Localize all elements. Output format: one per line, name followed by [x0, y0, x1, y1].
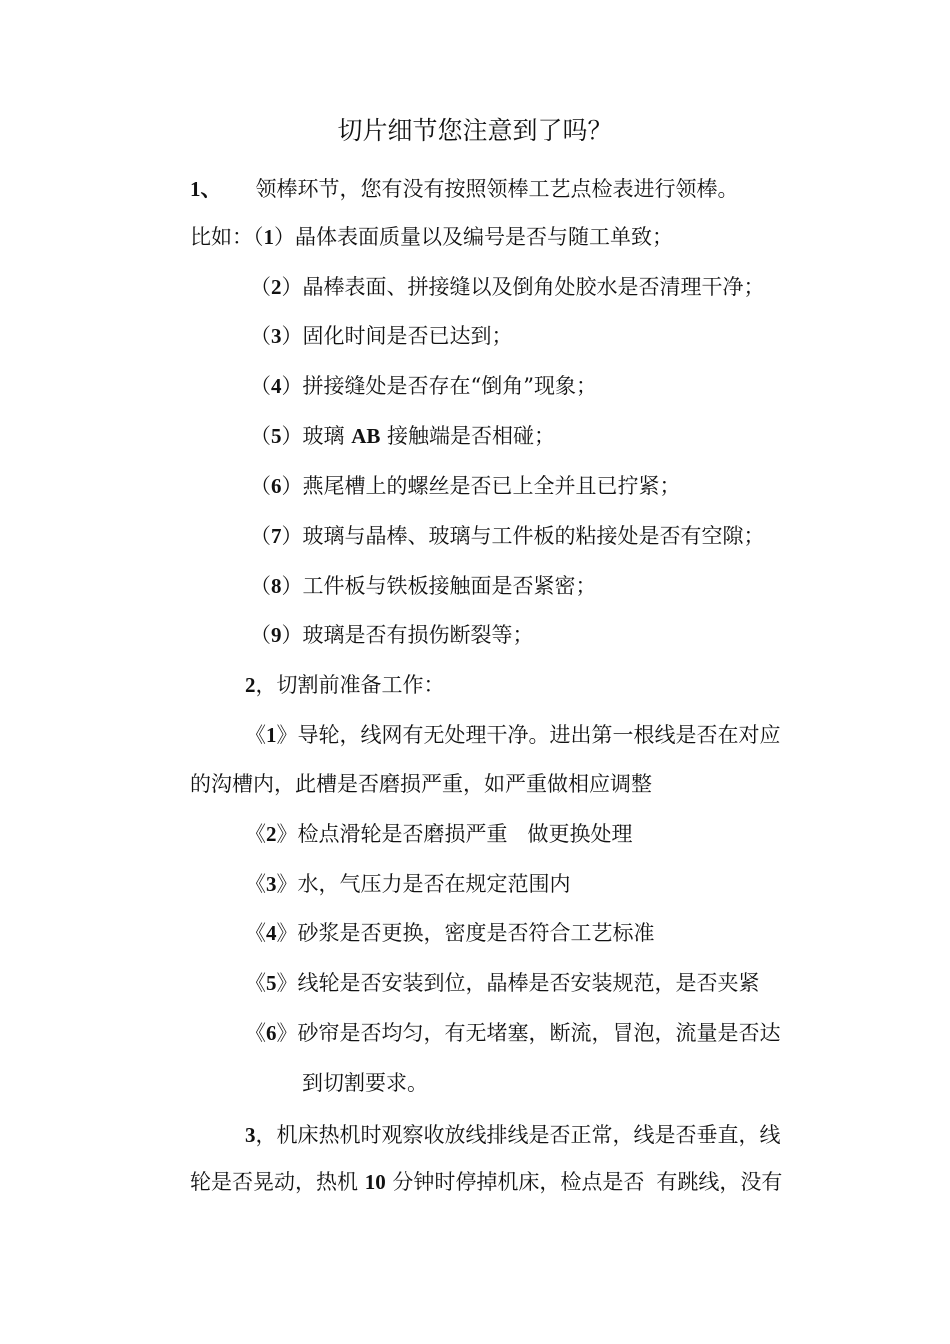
- section-2-number: 2: [245, 673, 256, 697]
- list-item: （8）工件板与铁板接触面是否紧密；: [250, 574, 597, 598]
- section-2-text: ，切割前准备工作：: [255, 673, 445, 697]
- list-item: （6）燕尾槽上的螺丝是否已上全并且已拧紧；: [250, 474, 681, 498]
- list-item: （5）玻璃 AB 接触端是否相碰；: [250, 424, 556, 448]
- section-3-line-2: 轮是否晃动，热机 10 分钟时停掉机床，检点是否 有跳线，没有: [190, 1170, 783, 1194]
- list-item: 《4》砂浆是否更换，密度是否符合工艺标准: [245, 921, 655, 945]
- page-title: 切片细节您注意到了吗？: [337, 116, 613, 145]
- list-item: （4）拼接缝处是否存在“倒角”现象；: [250, 374, 597, 398]
- section-3-number: 3: [245, 1123, 256, 1147]
- section-1-text: 领棒环节，您有没有按照领棒工艺点检表进行领棒。: [255, 177, 739, 201]
- section-1-number: 1、: [190, 177, 222, 201]
- list-item-continuation: 到切割要求。: [302, 1071, 428, 1095]
- list-item: （2）晶棒表面、拼接缝以及倒角处胶水是否清理干净；: [250, 275, 765, 299]
- list-item: 《3》水，气压力是否在规定范围内: [245, 872, 571, 896]
- list-item: 《5》线轮是否安装到位，晶棒是否安装规范，是否夹紧: [245, 971, 760, 995]
- list-item-continuation: 的沟槽内，此槽是否磨损严重，如严重做相应调整: [190, 772, 652, 796]
- list-item: （7）玻璃与晶棒、玻璃与工件板的粘接处是否有空隙；: [250, 524, 765, 548]
- list-item: 《6》砂帘是否均匀，有无堵塞，断流，冒泡，流量是否达: [245, 1021, 781, 1045]
- list-item: （3）固化时间是否已达到；: [250, 324, 513, 348]
- example-prefix: 比如：: [190, 225, 253, 249]
- section-3-line-1: 3，机床热机时观察收放线排线是否正常，线是否垂直，线: [245, 1123, 781, 1147]
- list-item: 《2》检点滑轮是否磨损严重 做更换处理: [245, 822, 633, 846]
- list-item: 《1》导轮，线网有无处理干净。进出第一根线是否在对应: [245, 723, 781, 747]
- section-1-heading: [190, 175, 739, 203]
- section-2-heading: [245, 671, 445, 699]
- list-item: 比如：（1）晶体表面质量以及编号是否与随工单致；: [190, 225, 673, 249]
- list-item: （9）玻璃是否有损伤断裂等；: [250, 623, 534, 647]
